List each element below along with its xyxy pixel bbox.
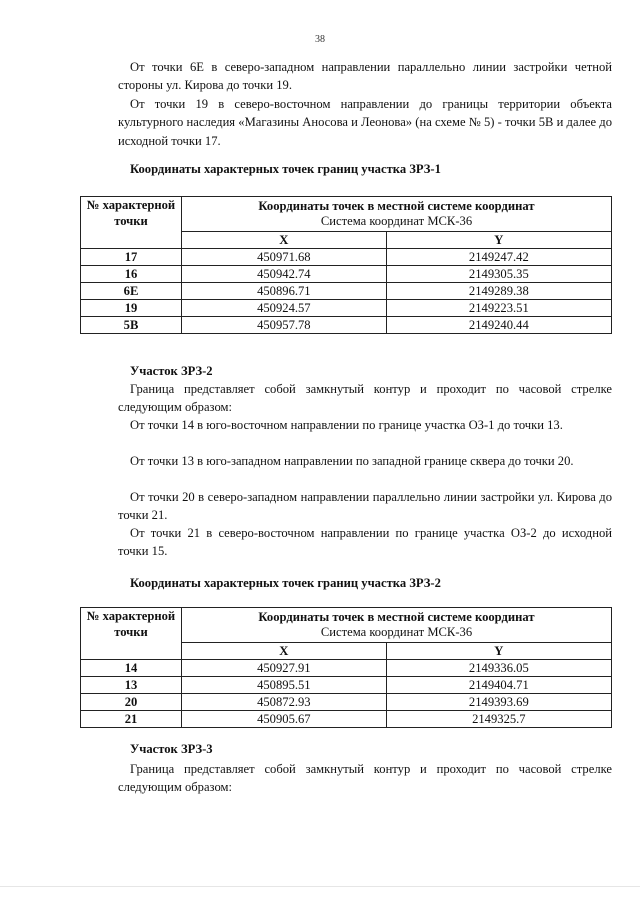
x-value: 450924.57 <box>182 300 387 317</box>
table-row <box>81 677 612 694</box>
section2-paragraph-5: От точки 21 в северо-восточном направлении по границе участка ОЗ-2 до исходной точки 15. <box>118 526 612 559</box>
point-id: 16 <box>81 266 182 283</box>
section2-paragraph-1: Граница представляет собой замкнутый контур и проходит по часовой стрелке следующим образом: <box>118 382 612 415</box>
table2-title: Координаты характерных точек границ участка ЗРЗ-2 <box>130 576 441 590</box>
x-value: 450971.68 <box>182 249 387 266</box>
table-row <box>81 266 612 283</box>
point-id: 21 <box>81 711 182 728</box>
coordinates-subtitle: Система координат МСК-36 <box>320 214 473 228</box>
column-header-y: Y <box>386 643 611 660</box>
column-header-x: X <box>182 232 387 249</box>
point-id: 6Е <box>81 283 182 300</box>
section2-paragraph-2: От точки 14 в юго-восточном направлении по границе участка ОЗ-1 до точки 13. <box>130 418 563 432</box>
column-header-point-number: № характерной точки <box>81 608 182 660</box>
point-id: 17 <box>81 249 182 266</box>
y-value: 2149247.42 <box>386 249 611 266</box>
y-value: 2149240.44 <box>386 317 611 334</box>
y-value: 2149289.38 <box>386 283 611 300</box>
x-value: 450957.78 <box>182 317 387 334</box>
intro-paragraph-1: От точки 6Е в северо-западном направлении параллельно линии застройки четной стороны ул. Кирова до точки 19. <box>118 60 612 93</box>
point-id: 14 <box>81 660 182 677</box>
column-header-coordinates <box>182 197 612 232</box>
section2-paragraph-3: От точки 13 в юго-западном направлении по западной границе сквера до точки 20. <box>130 454 574 468</box>
table1-title: Координаты характерных точек границ участка ЗРЗ-1 <box>130 162 441 176</box>
table-row <box>81 300 612 317</box>
table-row <box>81 660 612 677</box>
y-value: 2149325.7 <box>386 711 611 728</box>
section2-heading: Участок ЗРЗ-2 <box>130 364 213 378</box>
column-header-coordinates <box>182 608 612 643</box>
y-value: 2149336.05 <box>386 660 611 677</box>
column-header-y: Y <box>386 232 611 249</box>
coordinates-table-zrz1 <box>80 196 612 334</box>
section2-paragraph-4: От точки 20 в северо-западном направлении параллельно линии застройки ул. Кирова до точки 21. <box>118 490 612 523</box>
y-value: 2149393.69 <box>386 694 611 711</box>
page-number: 38 <box>315 34 325 45</box>
coordinates-title: Координаты точек в местной системе координат <box>258 199 535 213</box>
point-id: 5В <box>81 317 182 334</box>
column-header-x: X <box>182 643 387 660</box>
y-value: 2149404.71 <box>386 677 611 694</box>
coordinates-title: Координаты точек в местной системе координат <box>258 610 535 624</box>
x-value: 450905.67 <box>182 711 387 728</box>
x-value: 450927.91 <box>182 660 387 677</box>
y-value: 2149305.35 <box>386 266 611 283</box>
coordinates-table-zrz2 <box>80 607 612 728</box>
table-row <box>81 694 612 711</box>
table-row <box>81 249 612 266</box>
intro-paragraph-2: От точки 19 в северо-восточном направлении до границы территории объекта культурного наследия «Магазины Аносова и Леонова» (на схеме № 5) - точки 5В и далее до исходной точки 17. <box>118 97 612 148</box>
x-value: 450896.71 <box>182 283 387 300</box>
point-id: 19 <box>81 300 182 317</box>
section3-paragraph-1: Граница представляет собой замкнутый контур и проходит по часовой стрелке следующим образом: <box>118 762 612 795</box>
y-value: 2149223.51 <box>386 300 611 317</box>
table-row <box>81 283 612 300</box>
section3-heading: Участок ЗРЗ-3 <box>130 742 213 756</box>
table-row <box>81 711 612 728</box>
table-row <box>81 317 612 334</box>
point-id: 13 <box>81 677 182 694</box>
x-value: 450942.74 <box>182 266 387 283</box>
point-id: 20 <box>81 694 182 711</box>
scan-edge-line <box>0 886 640 887</box>
coordinates-subtitle: Система координат МСК-36 <box>320 625 473 639</box>
x-value: 450872.93 <box>182 694 387 711</box>
x-value: 450895.51 <box>182 677 387 694</box>
column-header-point-number: № характерной точки <box>81 197 182 249</box>
